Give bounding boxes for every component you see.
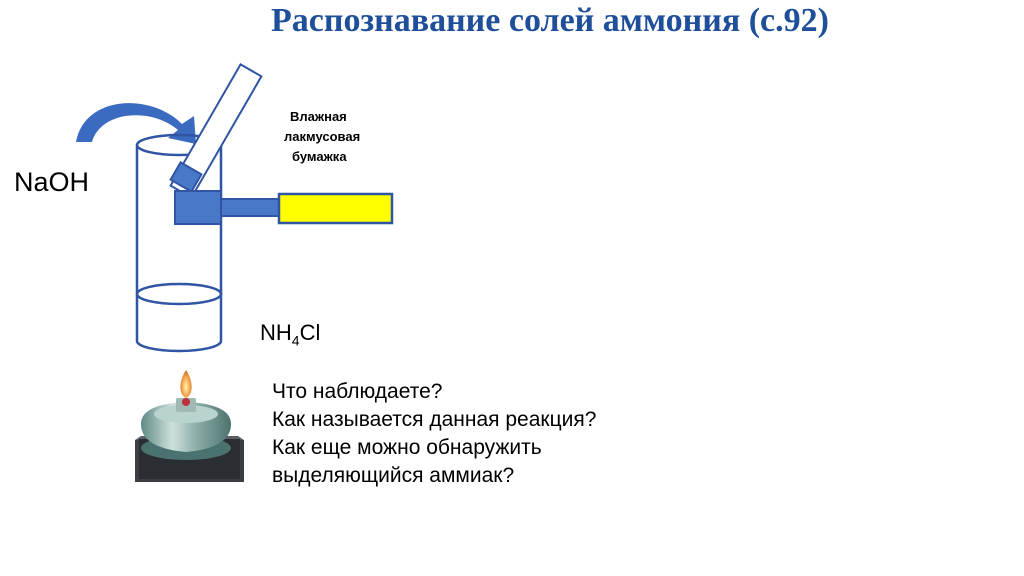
- question-line: Как еще можно обнаружить: [272, 436, 542, 459]
- litmus-label-line: бумажка: [292, 149, 347, 164]
- solution-level: [137, 284, 221, 304]
- slide-title: Распознавание солей аммония (с.92): [271, 2, 829, 39]
- litmus-label-line: лакмусовая: [284, 129, 361, 144]
- litmus-label-line: Влажная: [290, 109, 347, 124]
- question-list: [272, 378, 596, 490]
- salt-formula-tail: Cl: [299, 320, 321, 345]
- side-tube: [175, 191, 279, 224]
- reagent-label: NaOH: [14, 167, 90, 197]
- litmus-paper: [279, 194, 392, 223]
- litmus-label: [284, 107, 360, 167]
- question-line: Что наблюдаете?: [272, 380, 443, 403]
- addition-arrow: [76, 103, 196, 144]
- spirit-lamp: [135, 370, 244, 482]
- salt-formula-subscript: 4: [291, 332, 300, 349]
- question-line: выделяющийся аммиак?: [272, 464, 515, 487]
- salt-formula-main: NH: [260, 320, 292, 345]
- question-line: Как называется данная реакция?: [272, 408, 597, 431]
- salt-formula: [260, 320, 320, 348]
